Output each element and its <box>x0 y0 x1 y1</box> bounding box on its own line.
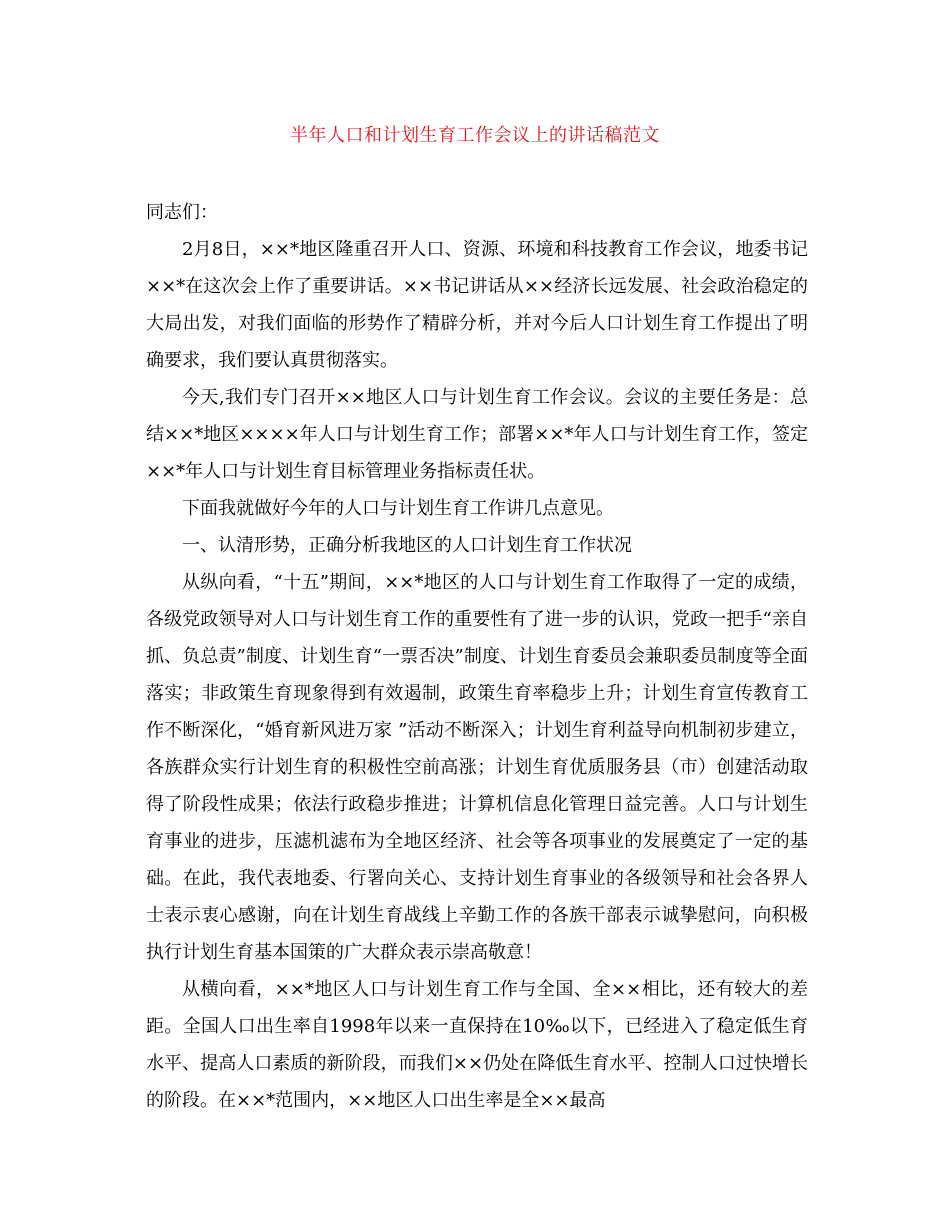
paragraph-meeting-intro: 2月8日，××*地区隆重召开人口、资源、环境和科技教育工作会议，地委书记××*在这次会上作了重要讲话。××书记讲话从××经济长远发展、社会政治稳定的大局出发，对我们面临的形势作了精辟分析，并对今后人口计划生育工作提出了明确要求，我们要认真贯彻落实。 <box>146 239 808 371</box>
paragraph-opinions-intro: 下面我就做好今年的人口与计划生育工作讲几点意见。 <box>182 498 614 519</box>
salutation: 同志们： <box>146 202 218 223</box>
section-heading-1: 一、认清形势，正确分析我地区的人口计划生育工作状况 <box>182 535 632 556</box>
document-body <box>146 194 808 1119</box>
paragraph-vertical-view: 从纵向看，“十五”期间，××*地区的人口与计划生育工作取得了一定的成绩，各级党政领导对人口与计划生育工作的重要性有了进一步的认识，党政一把手“亲自抓、负总责”制度、计划生育“一票否决”制度、计划生育委员会兼职委员制度等全面落实；非政策生育现象得到有效遏制，政策生育率稳步上升；计划生育宣传教育工作不断深化，“婚育新风进万家 ”活动不断深入；计划生育利益导向机制初步建立，各族群众实行计划生育的积极性空前高涨；计划生育优质服务县（市）创建活动取得了阶段性成果；依法行政稳步推进；计算机信息化管理日益完善。人口与计划生育事业的进步，压滤机滤布为全地区经济、社会等各项事业的发展奠定了一定的基础。在此，我代表地委、行署向关心、支持计划生育事业的各级领导和社会各界人士表示衷心感谢，向在计划生育战线上辛勤工作的各族干部表示诚挚慰问，向积极执行计划生育基本国策的广大群众表示崇高敬意！ <box>146 572 808 963</box>
paragraph-horizontal-view: 从横向看，××*地区人口与计划生育工作与全国、全××相比，还有较大的差距。全国人口出生率自1998年以来一直保持在10‰以下，已经进入了稳定低生育水平、提高人口素质的新阶段，而我们××仍处在降低生育水平、控制人口过快增长的阶段。在××*范围内，××地区人口出生率是全××最高 <box>146 979 808 1111</box>
paragraph-meeting-tasks: 今天,我们专门召开××地区人口与计划生育工作会议。会议的主要任务是：总结××*地区××××年人口与计划生育工作；部署××*年人口与计划生育工作，签定××*年人口与计划生育目标管理业务指标责任状。 <box>146 387 808 482</box>
document-title: 半年人口和计划生育工作会议上的讲话稿范文 <box>290 125 660 146</box>
